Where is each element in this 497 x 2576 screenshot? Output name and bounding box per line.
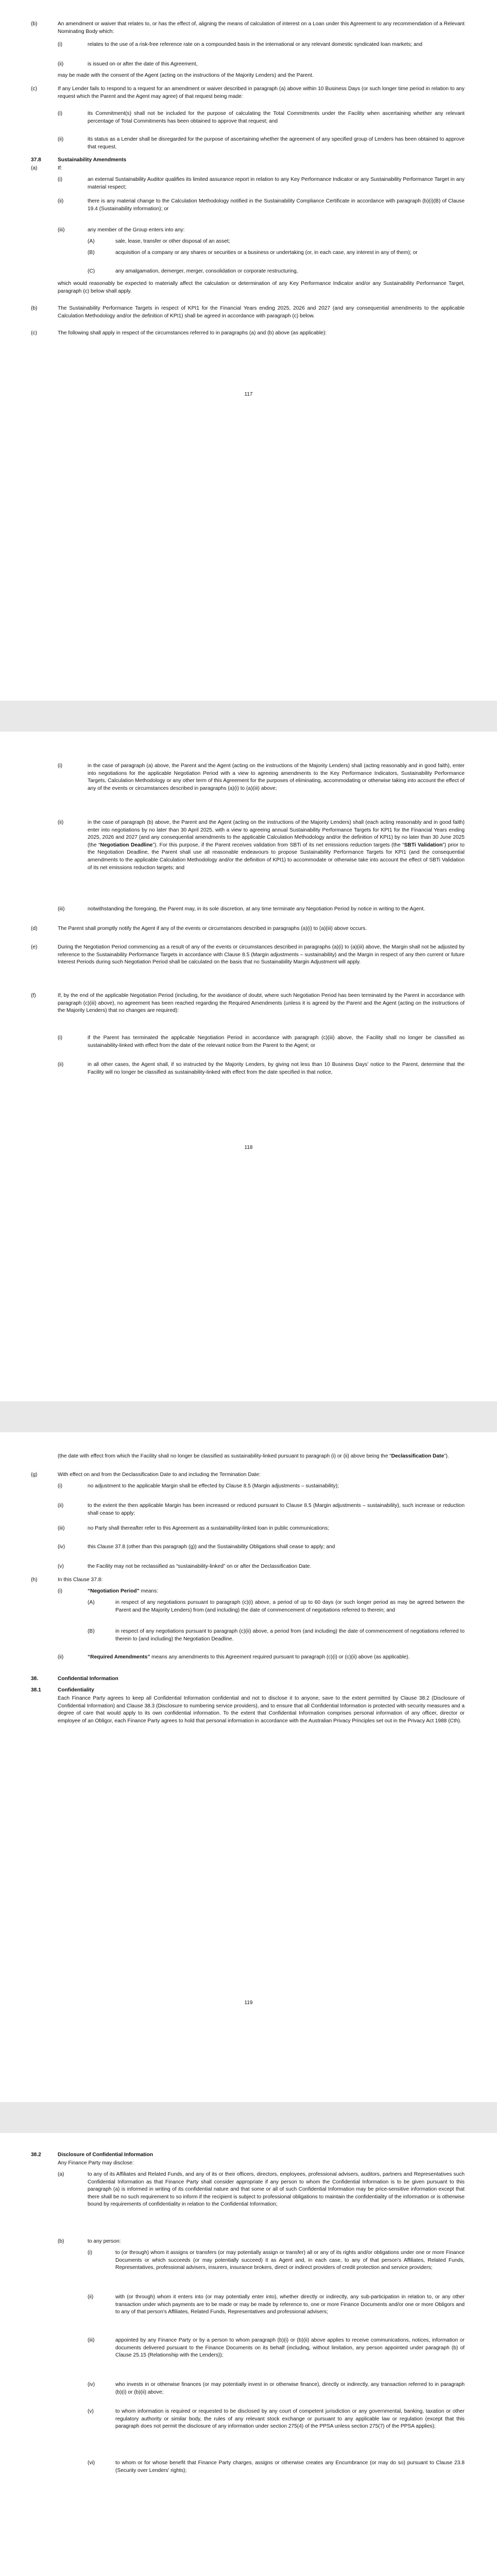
paragraph-b: to any person: <box>88 2239 121 2244</box>
list-label: (e) <box>31 944 38 950</box>
paragraph-g-ii: to the extent the then applicable Margin has been increased or reduced pursuant to Clause 8.5 (Margin adjustments – sustainability), such increase or reduction shall cease to apply; <box>88 1503 465 1516</box>
document-page-118 <box>0 732 497 1401</box>
defined-term-sbti-validation: SBTi Validation <box>404 842 443 848</box>
paragraph-declassification: (the date with effect from which the Facility shall no longer be classified as sustainability-linked pursuant to paragraph (i) or (ii) above being the “Declassification Date”). <box>58 1453 449 1459</box>
list-label: (ii) <box>58 1062 64 1067</box>
section-number: 38. <box>31 1676 39 1682</box>
paragraph-a-iii-A: sale, lease, transfer or other disposal of an asset; <box>115 239 230 244</box>
page-gap <box>0 2102 497 2133</box>
paragraph-e: During the Negotiation Period commencing as a result of any of the events or circumstances described in paragraphs (a)(i) to (a)(iii) above, the Margin shall not be adjusted by reference to the Sustainability Performance Targets in accordance with Clause 8.5 (Margin adjustments – sustainability) and the Margin in respect of any then current or future Interest Periods during such Negotiation Period shall be calculated on the basis that no Sustainability Margin Adjustment will apply. <box>58 944 465 965</box>
section-number: 38.2 <box>31 2152 41 2158</box>
document-page-119 <box>0 1432 497 2102</box>
list-label: (d) <box>31 926 38 931</box>
paragraph-h-ii: “Required Amendments” means any amendments to this Agreement required pursuant to paragraph (c)(i) or (c)(ii) above (as applicable). <box>88 1654 410 1660</box>
paragraph-a: If: <box>58 165 62 171</box>
paragraph-h-i: “Negotiation Period” means: <box>88 1588 158 1594</box>
page-number: 118 <box>244 1145 253 1150</box>
list-label: (b) <box>58 2239 64 2244</box>
list-label: (g) <box>31 1472 38 1478</box>
section-heading: Confidential Information <box>58 1676 118 1682</box>
page-gap <box>0 701 497 732</box>
paragraph-c-ii-neg: in the case of paragraph (b) above, the Parent and the Agent (acting on the instructions of the Majority Lenders) shall (each acting reasonably and in good faith) enter into negotiations by no later than 30 April 2025, with a view to agreeing annual Sustainability Performance Targets for KPI1 for the Financial Years ending 2025, 2026 and 2027 (and any consequential amendments to the applicable Calculation Methodology and/or the definition of KPI1) by no later than 30 June 2025 (the “Negotiation Deadline”). For this purpose, if the Parent receives validation from SBTi of its net emissions reduction targets (the “SBTi Validation”) prior to the Negotiation Deadline, the Parent shall use all reasonable endeavours to propose Sustainability Performance Targets for KPI1 (and the consequential amendments to the applicable Calculation Methodology and/or the definition of KPI1) to accommodate or otherwise take into account the effect of SBTi Validation of its net emissions reduction targets; and <box>88 820 465 871</box>
list-label: (c) <box>31 86 37 92</box>
paragraph-a-iii-C: any amalgamation, demerger, merger, consolidation or corporate restructuring, <box>115 268 298 274</box>
list-label: (h) <box>31 1577 38 1583</box>
list-label: (iii) <box>88 2337 95 2343</box>
document-page-120 <box>0 2133 497 2576</box>
list-label: (ii) <box>58 198 64 204</box>
list-label: (A) <box>88 239 95 244</box>
list-label: (v) <box>58 1564 64 1569</box>
paragraph-b-tail: may be made with the consent of the Agent (acting on the instructions of the Majority Lenders) and the Parent. <box>58 73 314 78</box>
list-label: (i) <box>88 2250 93 2256</box>
section-number: 37.8 <box>31 157 41 163</box>
paragraph-c-i-neg: in the case of paragraph (a) above, the Parent and the Agent (acting on the instructions of the Majority Lenders) shall (acting reasonably and in good faith), enter into negotiations for the applicable Negotiation Period with a view to agreeing amendments to the Key Performance Indicators, Sustainability Performance Targets, Calculation Methodology or any other term of this Agreement for the purposes of eliminating, accommodating or otherwise taking into account the effect of any of the events or circumstances described in paragraphs (a)(i) to (a)(iii) above; <box>88 763 465 791</box>
list-label: (f) <box>31 993 36 998</box>
section-number: 38.1 <box>31 1687 41 1693</box>
list-label: (ii) <box>58 61 64 67</box>
list-label: (b) <box>31 306 38 311</box>
list-label: (i) <box>58 763 63 769</box>
defined-term-required-amendments: “Required Amendments” <box>88 1654 150 1660</box>
page-number: 119 <box>244 2000 253 2006</box>
list-label: (a) <box>31 165 38 171</box>
list-label: (C) <box>88 268 95 274</box>
paragraph-g-i: no adjustment to the applicable Margin shall be effected by Clause 8.5 (Margin adjustments – sustainability); <box>88 1483 339 1489</box>
paragraph-h-i-B: in respect of any negotiations pursuant to paragraph (c)(ii) above, a period from (and including) the date of commencement of negotiations referred to therein to (and including) the Negotiation Deadline. <box>115 1629 465 1642</box>
paragraph-a-ii: there is any material change to the Calculation Methodology notified in the Sustainability Compliance Certificate in accordance with paragraph (b)(i)(B) of Clause 19.4 (Sustainability information); or <box>88 198 465 212</box>
section-heading: Disclosure of Confidential Information <box>58 2152 153 2158</box>
list-label: (A) <box>88 1600 95 1605</box>
defined-term-declassification-date: Declassification Date <box>391 1453 444 1459</box>
paragraph-b-vi: to whom or for whose benefit that Finance Party charges, assigns or otherwise creates any Encumbrance (or may do so) pursuant to Clause 23.8 (Security over Lenders' rights); <box>115 2460 465 2473</box>
list-label: (iv) <box>58 1544 65 1550</box>
paragraph-f-i: if the Parent has terminated the applicable Negotiation Period in accordance with paragraph (c)(iii) above, the Facility shall no longer be classified as sustainability-linked with effect from the date of the relevant notice from the Parent to the Agent; or <box>88 1035 465 1048</box>
list-label: (i) <box>58 1483 63 1489</box>
list-label: (i) <box>58 42 63 47</box>
paragraph-a-i: an external Sustainability Auditor qualifies its limited assurance report in relation to any Key Performance Indicator or any Sustainability Performance Target in any material respect; <box>88 177 465 190</box>
list-label: (ii) <box>88 2294 94 2300</box>
page-gap <box>0 1401 497 1432</box>
paragraph-confidentiality: Each Finance Party agrees to keep all Confidential Information confidential and not to disclose it to anyone, save to the extent permitted by Clause 38.2 (Disclosure of Confidential Information) and Clause 38.3 (Disclosure to numbering service providers), and to ensure that all Confidential Information is protected with security measures and a degree of care that would apply to its own confidential information. To the extent that Confidential Information comprises personal information of any officer, director or employee of an Obligor, each Finance Party agrees to hold that personal information in accordance with the Australian Privacy Principles set out in the Privacy Act 1988 (Cth). <box>58 1696 465 1724</box>
list-label: (i) <box>58 1588 63 1594</box>
paragraph-b-ii: with (or through) whom it enters into (or may potentially enter into), whether directly or indirectly, any sub-participation in relation to, or any other transaction under which payments are to be made or may be made by reference to, one or more Finance Documents and/or one or more Obligors and to any of that person's Affiliates, Related Funds, Representatives and professional advisers; <box>115 2294 465 2315</box>
paragraph-b: An amendment or waiver that relates to, or has the effect of, aligning the means of calculation of interest on a Loan under this Agreement to any recommendation of a Relevant Nominating Body which: <box>58 21 465 35</box>
paragraph-b-ii: is issued on or after the date of this Agreement, <box>88 61 198 67</box>
list-label: (ii) <box>58 1503 64 1509</box>
paragraph-h: In this Clause 37.8: <box>58 1577 103 1583</box>
paragraph-b-i: to (or through) whom it assigns or transfers (or may potentially assign or transfer) all or any of its rights and/or obligations under one or more Finance Documents or which succeeds (or may potentially succeed) it as Agent and, in each case, to any of that person's Affiliates, Related Funds, Representatives, professional advisers, insurers, insurance brokers, direct or indirect providers of credit protection and service providers; <box>115 2250 465 2271</box>
paragraph-b-iv: who invests in or otherwise finances (or may potentially invest in or otherwise finance), directly or indirectly, any transaction referred to in paragraph (b)(i) or (b)(ii) above; <box>115 2382 465 2395</box>
paragraph-c-ii: its status as a Lender shall be disregarded for the purpose of ascertaining whether the agreement of any specified group of Lenders has been obtained to approve that request. <box>88 137 465 150</box>
paragraph-intro: Any Finance Party may disclose: <box>58 2160 134 2166</box>
paragraph-c-i: its Commitment(s) shall not be included for the purpose of calculating the Total Commitments under the Facility when ascertaining whether any relevant percentage of Total Commitments has been obtained to approve that request; and <box>88 111 465 124</box>
paragraph-a-iii-B: acquisition of a company or any shares or securities or a business or undertaking (or, in each case, any interest in any of them); or <box>115 250 418 256</box>
list-label: (iii) <box>58 1526 65 1531</box>
list-label: (ii) <box>58 1654 64 1660</box>
paragraph-c-iii: notwithstanding the foregoing, the Parent may, in its sole discretion, at any time terminate any Negotiation Period by notice in writing to the Agent. <box>88 906 425 912</box>
paragraph-b-v: to whom information is required or requested to be disclosed by any court of competent jurisdiction or any governmental, banking, taxation or other regulatory authority or similar body, the rules of any relevant stock exchange or pursuant to any applicable law or regulation (except that this paragraph does not permit the disclosure of any information under section 275(4) of the PPSA unless section 275(7) of the PPSA applies); <box>115 2409 465 2430</box>
paragraph-g: With effect on and from the Declassification Date to and including the Termination Date: <box>58 1472 261 1478</box>
paragraph-a-iii: any member of the Group enters into any: <box>88 227 185 233</box>
paragraph-a: to any of its Affiliates and Related Funds, and any of its or their officers, directors, employees, professional advisers, auditors, partners and Representatives such Confidential Information as that Finance Party shall consider appropriate if any person to whom the Confidential Information is to be given pursuant to this paragraph (a) is informed in writing of its confidential nature and that some or all of such Confidential Information may be price-sensitive information except that there shall be no such requirement to so inform if the recipient is subject to professional obligations to maintain the confidentiality of the information or is otherwise bound by requirements of confidentiality in relation to the Confidential Information; <box>88 2172 465 2208</box>
paragraph-d: The Parent shall promptly notify the Agent if any of the events or circumstances described in paragraphs (a)(i) to (a)(iii) above occurs. <box>58 926 367 931</box>
paragraph-a-tail: which would reasonably be expected to materially affect the calculation or determination of any Key Performance Indicator and/or any Sustainability Performance Target, paragraph (c) below shall apply. <box>58 281 465 294</box>
list-label: (i) <box>58 111 63 116</box>
list-label: (B) <box>88 1629 95 1634</box>
defined-term-negotiation-period: “Negotiation Period” <box>88 1588 140 1594</box>
paragraph-c: If any Lender fails to respond to a request for an amendment or waiver described in paragraph (a) above within 10 Business Days (or such longer time period in relation to any request which the Parent and the Agent may agree) of that request being made: <box>58 86 465 99</box>
section-heading: Confidentiality <box>58 1687 94 1693</box>
list-label: (v) <box>88 2409 94 2414</box>
list-label: (b) <box>31 21 38 27</box>
paragraph-h-i-A: in respect of any negotiations pursuant to paragraph (c)(i) above, a period of up to 60 days (or such longer period as may be agreed between the Parent and the Majority Lenders) from (and including) the date of commencement of negotiations referred to therein; and <box>115 1600 465 1613</box>
paragraph-c2: The following shall apply in respect of the circumstances referred to in paragraphs (a) and (b) above (as applicable): <box>58 330 327 336</box>
defined-term-negotiation-deadline: Negotiation Deadline <box>100 842 153 848</box>
paragraph-g-iv: this Clause 37.8 (other than this paragraph (g)) and the Sustainability Obligations shall cease to apply; and <box>88 1544 335 1550</box>
paragraph-f-ii: in all other cases, the Agent shall, if so instructed by the Majority Lenders, by giving not less than 10 Business Days' notice to the Parent, determine that the Facility will no longer be classified as sustainability-linked with effect from the date specified in that notice, <box>88 1062 465 1075</box>
paragraph-b-i: relates to the use of a risk-free reference rate on a compounded basis in the international or any relevant domestic syndicated loan markets; and <box>88 42 423 47</box>
section-heading: Sustainability Amendments <box>58 157 127 163</box>
document-page-117 <box>0 0 497 701</box>
paragraph-b-iii: appointed by any Finance Party or by a person to whom paragraph (b)(i) or (b)(ii) above applies to receive communications, notices, information or documents delivered pursuant to the Finance Documents on its behalf (including, without limitation, any person appointed under paragraph (b) of Clause 25.15 (Relationship with the Lenders)); <box>115 2337 465 2359</box>
list-label: (iii) <box>58 906 65 912</box>
list-label: (iv) <box>88 2382 95 2387</box>
paragraph-b2: The Sustainability Performance Targets in respect of KPI1 for the Financial Years ending 2025, 2026 and 2027 (and any consequential amendments to the applicable Calculation Methodology and/or the definition of KPI1) shall be agreed in accordance with paragraph (c) below. <box>58 306 465 319</box>
list-label: (ii) <box>58 820 64 825</box>
list-label: (c) <box>31 330 37 336</box>
list-label: (i) <box>58 1035 63 1041</box>
list-label: (iii) <box>58 227 65 233</box>
paragraph-g-iii: no Party shall thereafter refer to this Agreement as a sustainability-linked loan in public communications; <box>88 1526 329 1531</box>
list-label: (ii) <box>58 137 64 142</box>
list-label: (i) <box>58 177 63 182</box>
paragraph-f: If, by the end of the applicable Negotiation Period (including, for the avoidance of doubt, where such Negotiation Period has been terminated by the Parent in accordance with paragraph (c)(iii) above), no agreement has been reached regarding the Required Amendments (unless it is agreed by the Parent and the Agent (acting on the instructions of the Majority Lenders) that no changes are required): <box>58 993 465 1014</box>
list-label: (a) <box>58 2172 64 2177</box>
page-number: 117 <box>244 392 253 397</box>
list-label: (vi) <box>88 2460 95 2466</box>
paragraph-g-v: the Facility may not be reclassified as “sustainability-linked” on or after the Declassification Date. <box>88 1564 312 1569</box>
list-label: (B) <box>88 250 95 256</box>
